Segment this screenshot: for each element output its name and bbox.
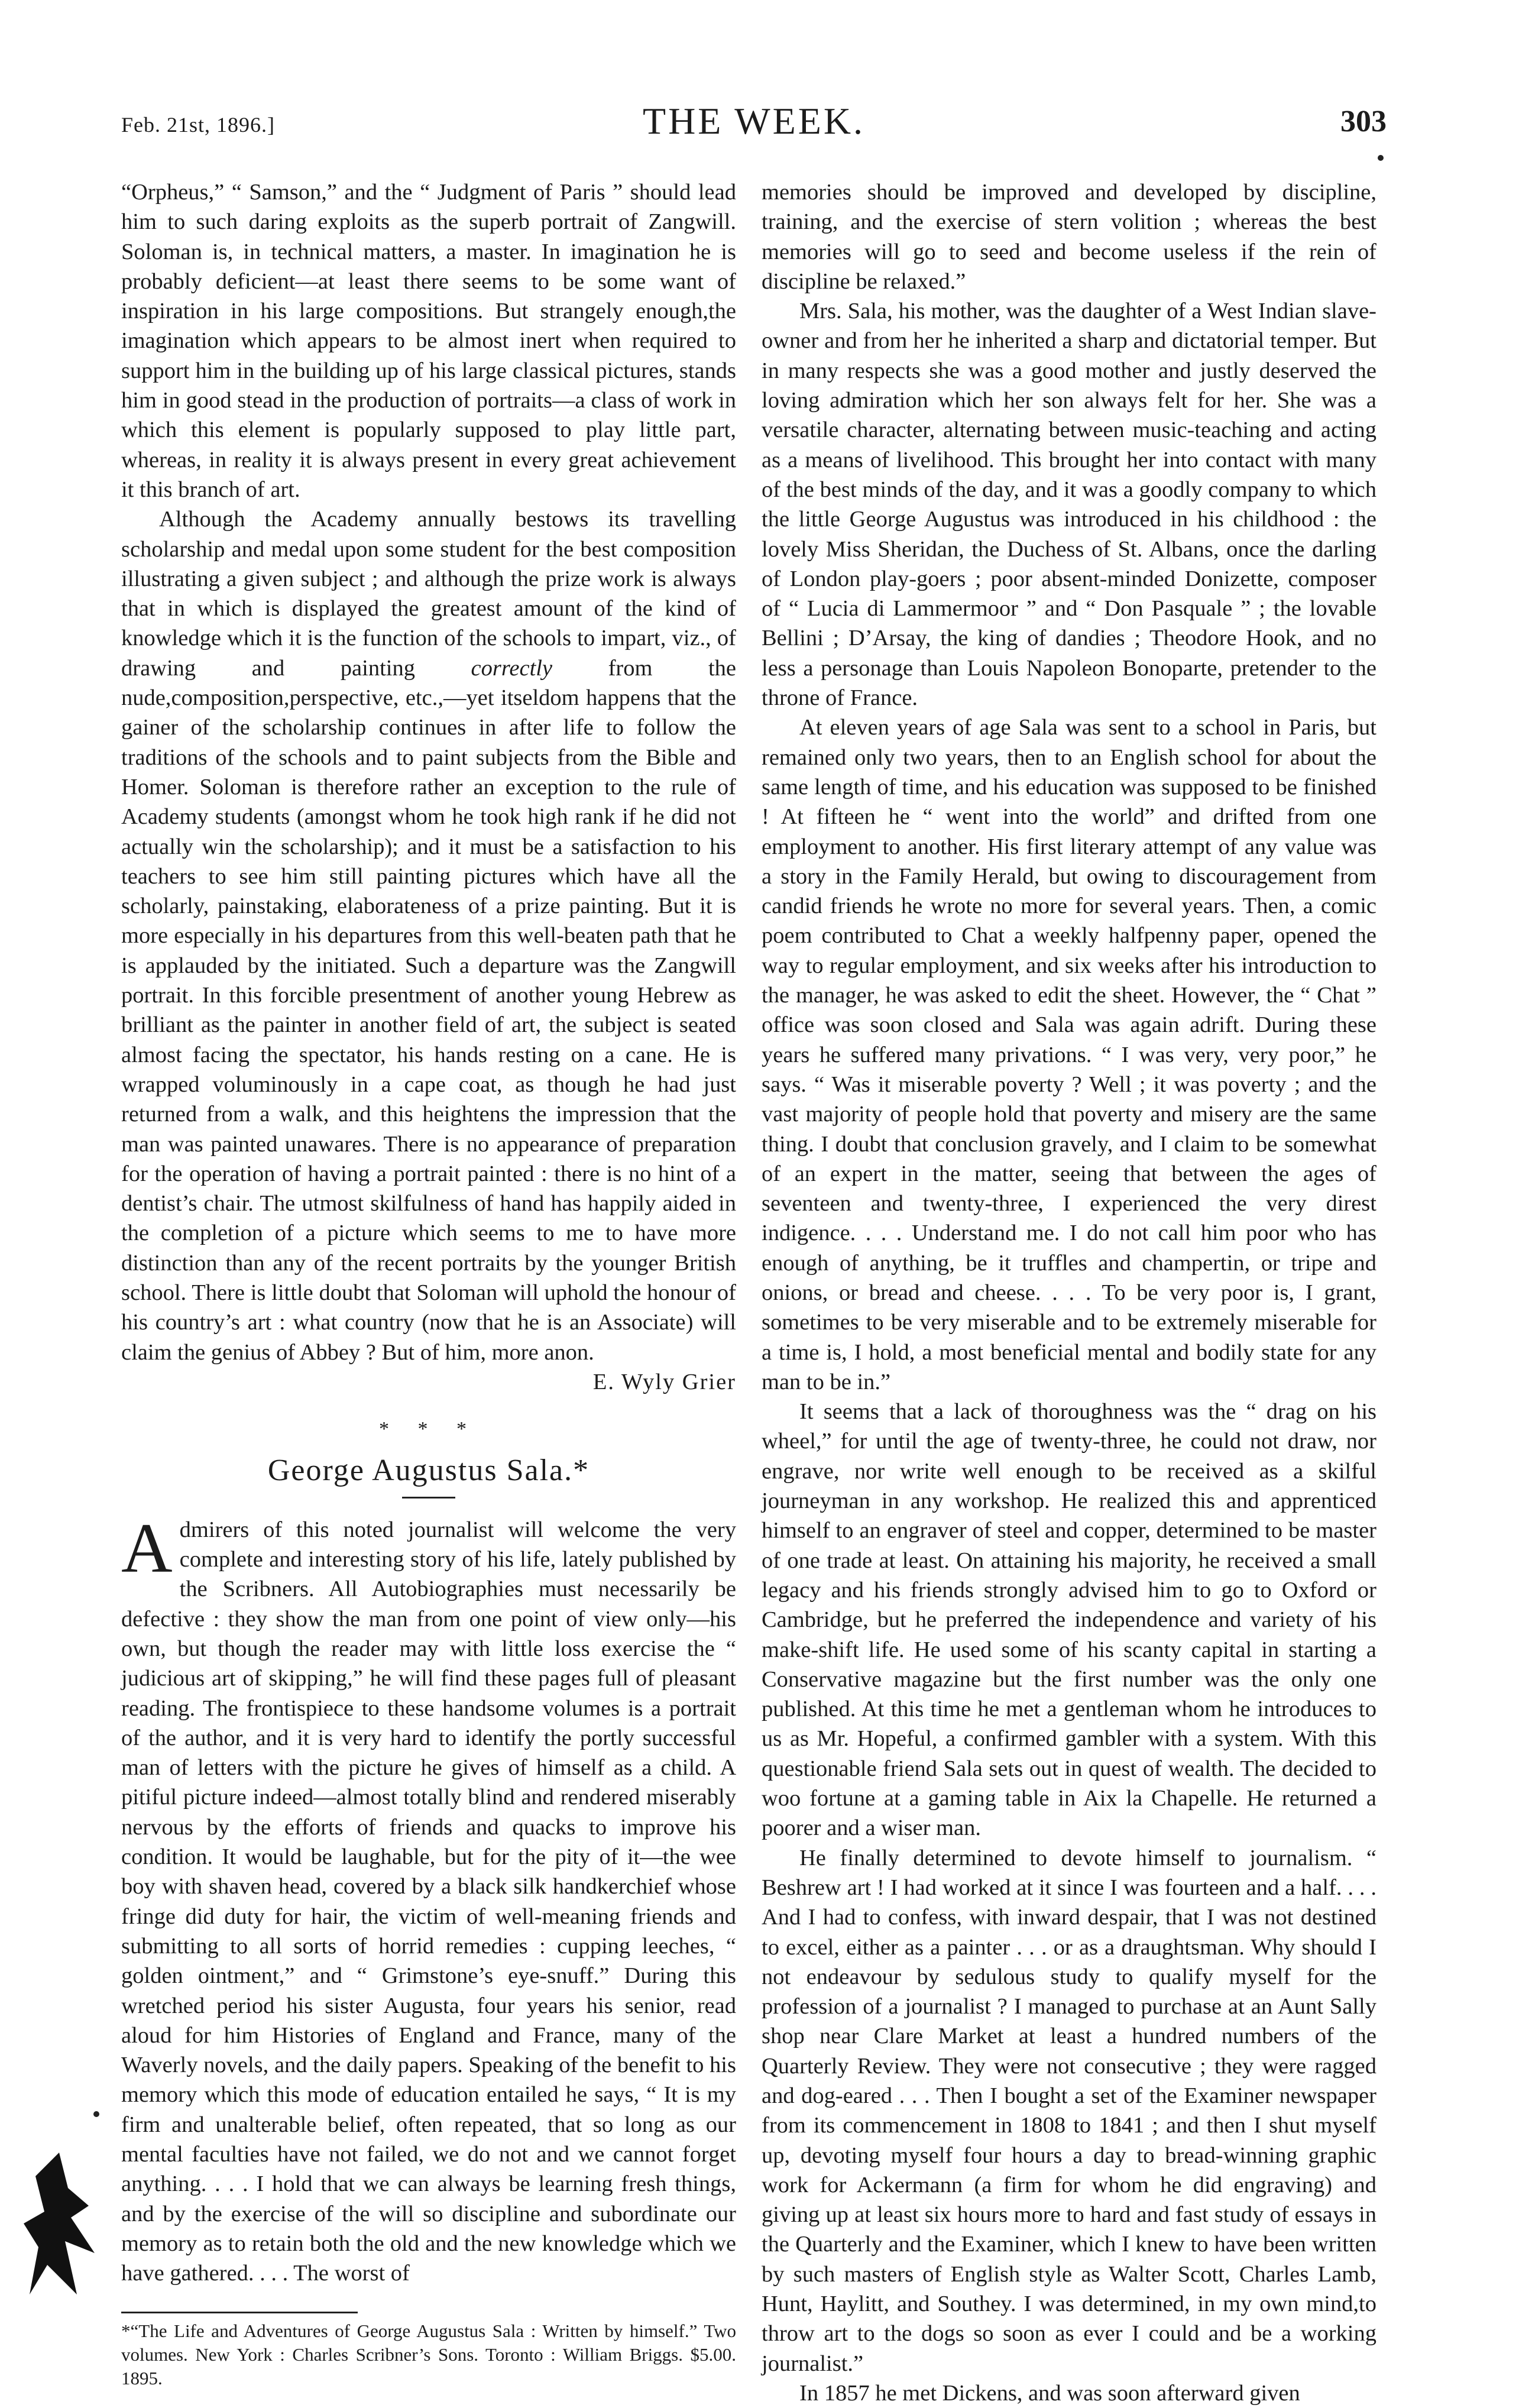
italic-word: correctly [471, 655, 553, 681]
paragraph: “Orpheus,” “ Samson,” and the “ Judgment of Paris ” should lead him to such daring exploits as the superb portrait of Zangwill. Soloman is, in technical matters, a master. In imagination he is probably deficient—at least there seems to be some want of inspiration in his large compositions. But strangely enough,the imagination which appears to be almost inert when required to support him in the building up of his large classical pictures, stands him in good stead in the production of portraits—a class of work in which this element is popularly supposed to play little part, whereas, in reality it is always present in every great achievement it this branch of art. [121, 180, 736, 502]
author-signature: E. Wyly Grier [592, 1369, 736, 1394]
right-column [762, 177, 1376, 2408]
ink-dot [1378, 155, 1384, 161]
paragraph: In 1857 he met Dickens, and was soon afterward given [799, 2380, 1300, 2406]
left-column [121, 177, 736, 2390]
running-header [121, 99, 1387, 153]
paragraph: Although the Academy annually bestows its travelling scholarship and medal upon some student for the best composition illustrating a given subject ; and although the prize work is always that in which is displayed the greatest amount of the kind of knowledge which it is the function of the schools to impart, viz., of drawing and painting correctly from the nude,composition,perspective, etc.,—yet itseldom happens that the gainer of the scholarship continues in after life to follow the traditions of the schools and to paint subjects from the Bible and Homer. Soloman is therefore rather an exception to the rule of Academy students (amongst whom he took high rank if he did not actually win the scholarship); and it must be a satisfaction to his teachers to see him still painting pictures which have all the scholarly, painstaking, elaborateness of a prize painting. But it is more especially in his departures from this well-beaten path that he is applauded by the initiated. Such a departure was the Zangwill portrait. In this forcible presentment of another young Hebrew as brilliant as the painter in another field of art, the subject is seated almost facing the spectator, his hands resting on a cane. He is wrapped voluminously in a cape coat, as though he had just returned from a walk, and this heightens the impression that the man was painted unawares. There is no appearance of preparation for the operation of having a portrait painted : there is no hint of a dentist’s chair. The utmost skilfulness of hand has happily aided in the completion of a picture which seems to me to have more distinction than any of the recent portraits by the younger British school. There is little doubt that Soloman will uphold the honour of his country’s art : what country (now that he is an Associate) will claim the genius of Abbey ? But of him, more anon. [121, 507, 736, 1365]
paragraph: It seems that a lack of thoroughness was the “ drag on his wheel,” for until the age of twenty-three, he could not draw, nor engrave, nor write well enough to be received as a skilful journeyman in any workshop. He realized this and apprenticed himself to an engraver of steel and copper, determined to be master of one trade at least. On attaining his majority, he received a small legacy and his friends strongly advised him to go to Oxford or Cambridge, but he preferred the independence and variety of his make-shift life. He used some of his scanty capital in starting a Conservative magazine but the first number was the only one published. At this time he met a gentleman whom he introduces to us as Mr. Hopeful, a confirmed gambler with a system. With this questionable friend Sala sets out in quest of wealth. The decided to woo fortune at a gaming table in Aix la Chapelle. He returned a poorer and a wiser man. [762, 1399, 1376, 1841]
paragraph: He finally determined to devote himself to journalism. “ Beshrew art ! I had worked at it since I was fourteen and a half. . . . And I had to confess, with inward despair, that I was not destined to excel, either as a painter . . . or as a draughtsman. Why should I not endeavour by sedulous study to qualify myself for the profession of a journalist ? I managed to purchase at an Aunt Sally shop near Clare Market at least a hundred numbers of the Quarterly Review. They were not consecutive ; they were ragged and dog-eared . . . Then I bought a set of the Examiner newspaper from its commencement in 1808 to 1841 ; and then I shut myself up, devoting myself four hours a day to bread-winning graphic work for Ackermann (a firm for whom he did engraving) and giving up at least six hours more to hard and fast study of essays in the Quarterly and the Examiner, which I knew to have been written by such masters of English style as Walter Scott, Charles Lamb, Hunt, Haylitt, and Southey. I was determined, in my own mind,to throw art to the dogs so soon as ever I could and be a working journalist.” [762, 1845, 1376, 2376]
ink-dot [93, 2111, 99, 2117]
title-rule [402, 1497, 455, 1498]
footnote-rule [121, 2312, 358, 2313]
ink-smudge [24, 2153, 101, 2294]
page-number: 303 [1340, 105, 1387, 138]
journal-title: THE WEEK. [642, 100, 866, 142]
section-separator: * * * [379, 1418, 478, 1441]
issue-date: Feb. 21st, 1896.] [121, 113, 275, 137]
paragraph: Admirers of this noted journalist will welcome the very complete and interesting story of his life, lately published by the Scribners. All Autobiographies must necessarily be defective : they show the man from one point of view only—his own, but though the reader may with little loss exercise the “ judicious art of skipping,” he will find these pages full of pleasant reading. The frontispiece to these handsome volumes is a portrait of the author, and it is very hard to identify the portly successful man of letters with the picture he gives of himself as a child. A pitiful picture indeed—almost totally blind and rendered miserably nervous by the efforts of friends and quacks to improve his condition. It would be laughable, but for the pity of it—the wee boy with shaven head, covered by a black silk handkerchief whose fringe did duty for hair, the victim of well-meaning friends and submitting to all sorts of horrid remedies : cupping leeches, “ golden ointment,” and “ Grimstone’s eye-snuff.” During this wretched period his sister Augusta, four years his senior, read aloud for him Histories of England and France, many of the Waverly novels, and the daily papers. Speaking of the benefit to his memory which this mode of education entailed he says, “ It is my firm and unalterable belief, often repeated, that so long as our mental faculties have not failed, we do not and we cannot forget anything. . . . I hold that we can always be learning fresh things, and by the exercise of the will so discipline and subordinate our memory as to retain both the old and the new knowledge which we have gathered. . . . The worst of [121, 1508, 736, 2286]
paragraph: Mrs. Sala, his mother, was the daughter of a West Indian slave-owner and from her he inherited a sharp and dictatorial temper. But in many respects she was a good mother and justly deserved the loving admiration which her son always felt for her. She was a versatile character, alternating between music-teaching and acting as a means of livelihood. This brought her into contact with many of the best minds of the day, and it was a goodly company to which the little George Augustus was introduced in his childhood : the lovely Miss Sheridan, the Duchess of St. Albans, once the darling of London play-goers ; poor absent-minded Donizette, composer of “ Lucia di Lammermoor ” and “ Don Pasquale ” ; the lovable Bellini ; D’Arsay, the king of dandies ; Theodore Hook, and no less a personage than Louis Napoleon Bonoparte, pretender to the throne of France. [762, 299, 1376, 711]
article-title: George Augustus Sala.* [267, 1454, 590, 1488]
paragraph: At eleven years of age Sala was sent to a school in Paris, but remained only two years, then to an English school for about the same length of time, and his education was supposed to be finished ! At fifteen he “ went into the world” and drifted from one employment to another. His first literary attempt of any value was a story in the Family Herald, but owing to discouragement from candid friends he wrote no more for several years. Then, a comic poem contributed to Chat a weekly halfpenny paper, opened the way to regular employment, and six weeks after his introduction to the manager, he was asked to edit the sheet. However, the “ Chat ” office was soon closed and Sala was again adrift. During these years he suffered many privations. “ I was very, very poor,” he says. “ Was it miserable poverty ? Well ; it was poverty ; and the vast majority of people hold that poverty and misery are the same thing. I doubt that conclusion gravely, and I claim to be somewhat of an expert in the matter, seeing that between the ages of seventeen and twenty-three, I experienced the very direst indigence. . . . Understand me. I do not call him poor who has enough of anything, be it truffles and champertin, or tripe and onions, or bread and cheese. . . . To be very poor is, I grant, sometimes to be very miserable and to be extremely miserable for a time is, I hold, a most beneficial mental and bodily state for any man to be in.” [762, 715, 1376, 1394]
footnote: *“The Life and Adventures of George Augustus Sala : Written by himself.” Two volumes. New York : Charles Scribner’s Sons. Toronto : William Briggs. $5.00. 1895. [121, 2320, 736, 2389]
paragraph: memories should be improved and developed by discipline, training, and the exercise of stern volition ; whereas the best memories will go to seed and become useless if the rein of discipline be relaxed.” [762, 180, 1376, 294]
